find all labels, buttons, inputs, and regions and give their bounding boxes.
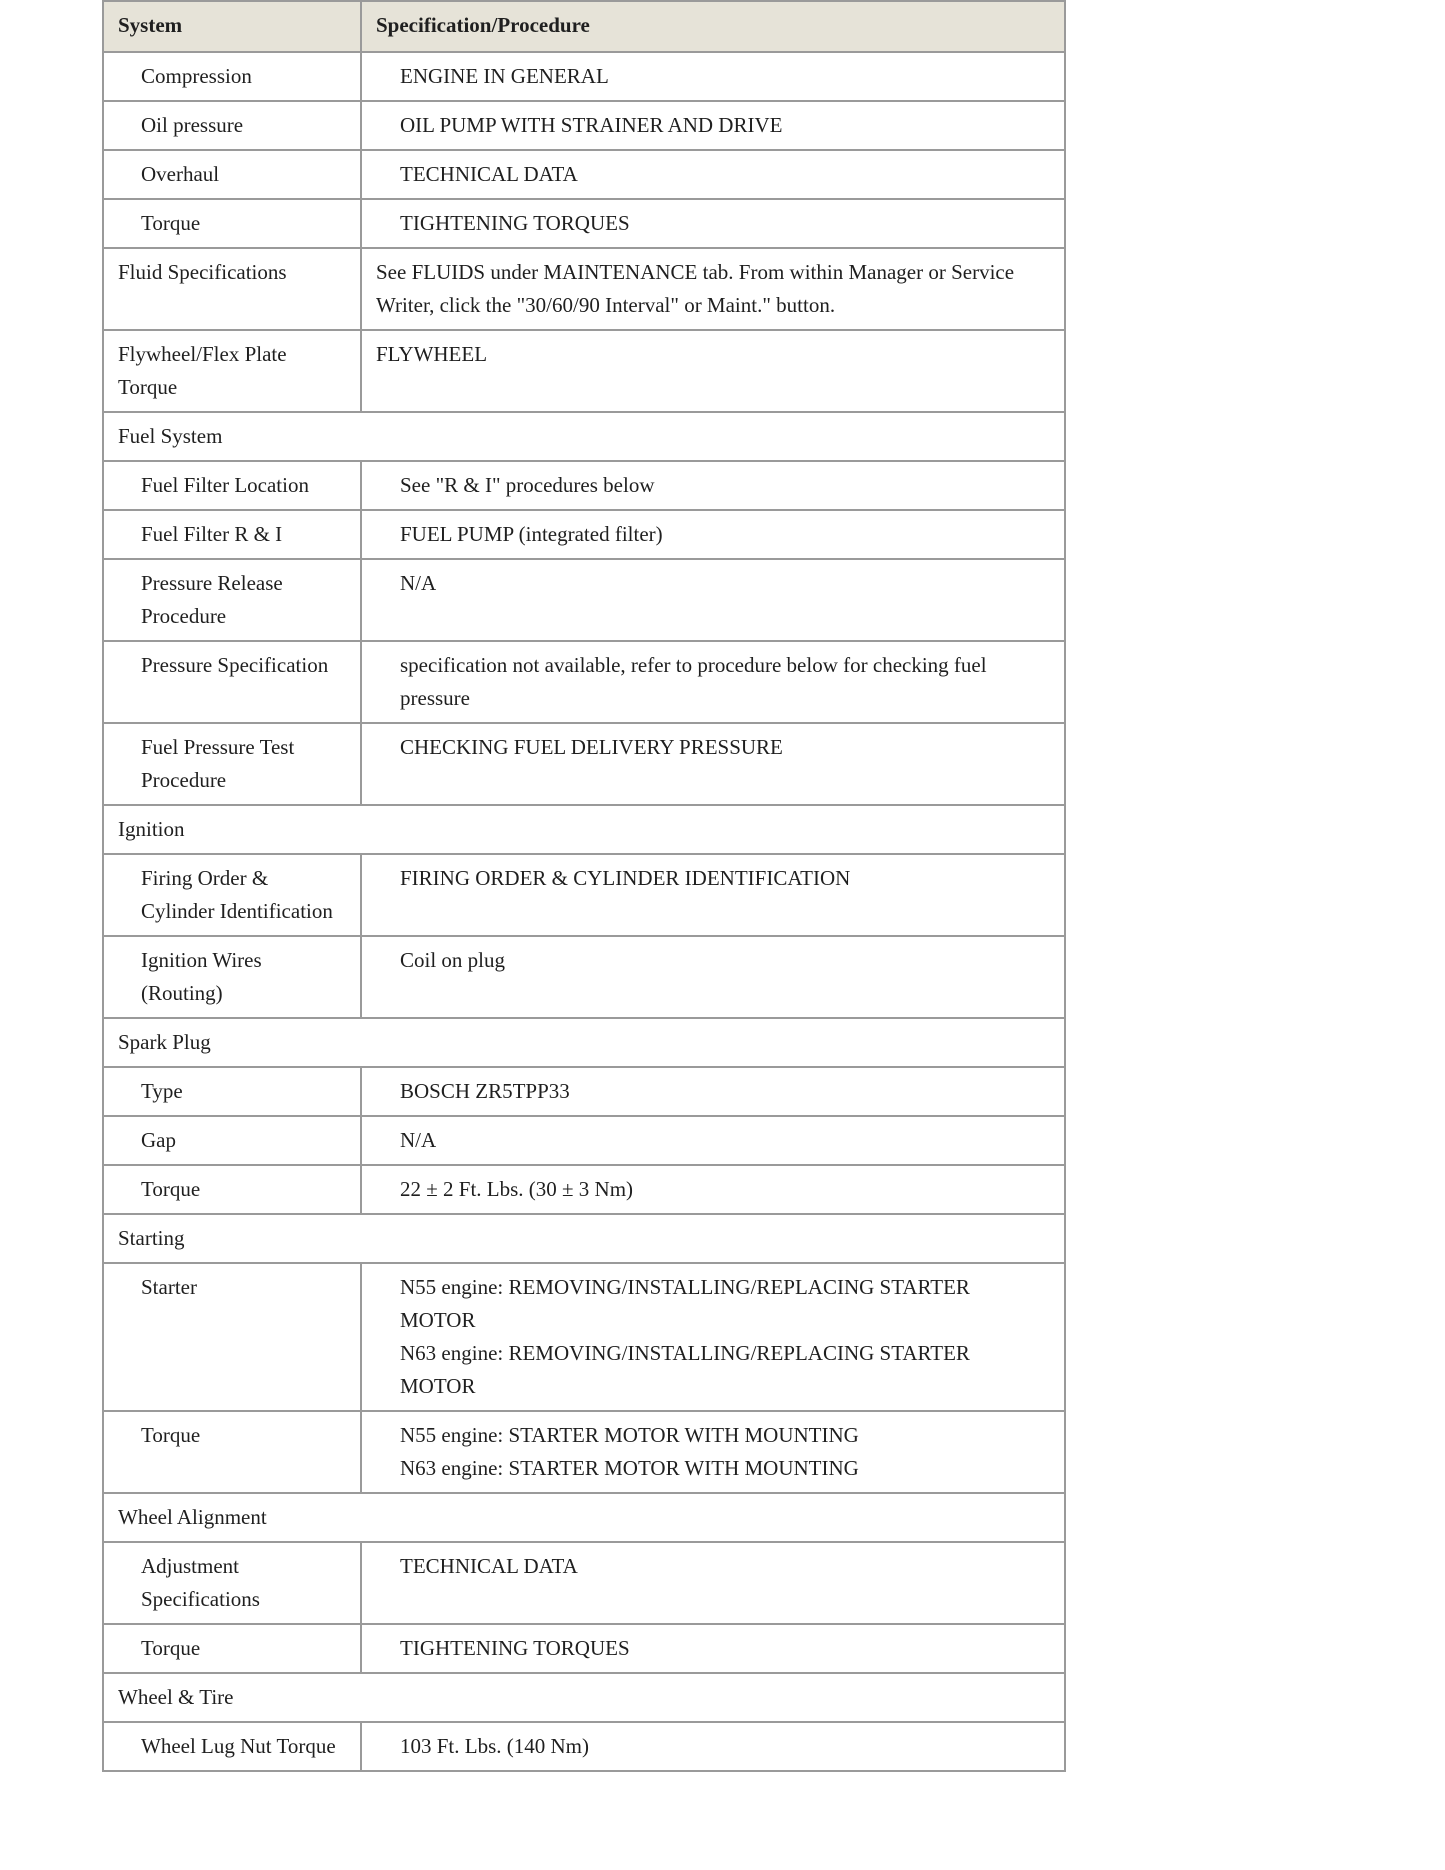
section-row bbox=[103, 805, 1065, 854]
table-row bbox=[103, 641, 1065, 723]
specification-cell bbox=[361, 1263, 1065, 1411]
specification-text: specification not available, refer to procedure below for checking fuel pressure bbox=[400, 653, 987, 710]
specification-cell bbox=[361, 1542, 1065, 1624]
section-row bbox=[103, 1493, 1065, 1542]
table-row bbox=[103, 101, 1065, 150]
section-row bbox=[103, 1018, 1065, 1067]
system-cell: Overhaul bbox=[103, 150, 361, 199]
section-label: Wheel & Tire bbox=[103, 1673, 1065, 1722]
specification-cell bbox=[361, 559, 1065, 641]
table-row bbox=[103, 1263, 1065, 1411]
table-row bbox=[103, 559, 1065, 641]
table-row bbox=[103, 1411, 1065, 1493]
table-row bbox=[103, 248, 1065, 330]
specification-cell bbox=[361, 1411, 1065, 1493]
specification-text: N55 engine: STARTER MOTOR WITH MOUNTING bbox=[400, 1423, 859, 1447]
system-cell: Torque bbox=[103, 199, 361, 248]
column-header-system: System bbox=[103, 1, 361, 52]
specification-text: TIGHTENING TORQUES bbox=[400, 1636, 630, 1660]
system-cell: Fuel Pressure Test Procedure bbox=[103, 723, 361, 805]
specification-cell bbox=[361, 199, 1065, 248]
system-cell: Pressure Specification bbox=[103, 641, 361, 723]
table-row bbox=[103, 330, 1065, 412]
specification-cell bbox=[361, 461, 1065, 510]
system-cell: Firing Order & Cylinder Identification bbox=[103, 854, 361, 936]
specification-cell bbox=[361, 101, 1065, 150]
specification-text: N/A bbox=[400, 571, 437, 595]
system-cell: Flywheel/Flex Plate Torque bbox=[103, 330, 361, 412]
specification-text: N63 engine: REMOVING/INSTALLING/REPLACING STARTER MOTOR bbox=[400, 1341, 970, 1398]
specification-cell bbox=[361, 723, 1065, 805]
specification-cell bbox=[361, 854, 1065, 936]
table-row bbox=[103, 723, 1065, 805]
spec-table bbox=[102, 0, 1066, 1772]
specification-text: See FLUIDS under MAINTENANCE tab. From within Manager or Service Writer, click the "30/60/90 Interval" or Maint." button. bbox=[376, 260, 1015, 317]
specification-text: FIRING ORDER & CYLINDER IDENTIFICATION bbox=[400, 866, 851, 890]
specification-cell bbox=[361, 510, 1065, 559]
section-label: Ignition bbox=[103, 805, 1065, 854]
specification-cell bbox=[361, 52, 1065, 101]
system-cell: Adjustment Specifications bbox=[103, 1542, 361, 1624]
specification-text: FLYWHEEL bbox=[376, 342, 488, 366]
specification-text: TIGHTENING TORQUES bbox=[400, 211, 630, 235]
specification-text: N/A bbox=[400, 1128, 437, 1152]
system-cell: Wheel Lug Nut Torque bbox=[103, 1722, 361, 1771]
table-body bbox=[103, 52, 1065, 1771]
specification-cell bbox=[361, 1067, 1065, 1116]
system-cell: Torque bbox=[103, 1411, 361, 1493]
table-row bbox=[103, 1542, 1065, 1624]
specification-text: N63 engine: STARTER MOTOR WITH MOUNTING bbox=[400, 1456, 859, 1480]
system-cell: Gap bbox=[103, 1116, 361, 1165]
table-row bbox=[103, 1067, 1065, 1116]
table-row bbox=[103, 510, 1065, 559]
table-row bbox=[103, 854, 1065, 936]
specification-text: ENGINE IN GENERAL bbox=[400, 64, 609, 88]
table-row bbox=[103, 936, 1065, 1018]
specification-text: BOSCH ZR5TPP33 bbox=[400, 1079, 570, 1103]
table-row bbox=[103, 1165, 1065, 1214]
system-cell: Torque bbox=[103, 1624, 361, 1673]
section-row bbox=[103, 412, 1065, 461]
specification-cell bbox=[361, 1722, 1065, 1771]
section-row bbox=[103, 1673, 1065, 1722]
specification-cell bbox=[361, 1165, 1065, 1214]
specification-text: See "R & I" procedures below bbox=[400, 473, 655, 497]
system-cell: Compression bbox=[103, 52, 361, 101]
system-cell: Torque bbox=[103, 1165, 361, 1214]
system-cell: Pressure Release Procedure bbox=[103, 559, 361, 641]
specification-cell bbox=[361, 936, 1065, 1018]
section-label: Fuel System bbox=[103, 412, 1065, 461]
specification-text: FUEL PUMP (integrated filter) bbox=[400, 522, 663, 546]
table-row bbox=[103, 461, 1065, 510]
specification-text: CHECKING FUEL DELIVERY PRESSURE bbox=[400, 735, 783, 759]
specification-cell bbox=[361, 1624, 1065, 1673]
table-row bbox=[103, 199, 1065, 248]
system-cell: Type bbox=[103, 1067, 361, 1116]
section-label: Starting bbox=[103, 1214, 1065, 1263]
system-cell: Ignition Wires (Routing) bbox=[103, 936, 361, 1018]
column-header-specification: Specification/Procedure bbox=[361, 1, 1065, 52]
specification-cell bbox=[361, 150, 1065, 199]
table-row bbox=[103, 52, 1065, 101]
system-cell: Fuel Filter R & I bbox=[103, 510, 361, 559]
specification-text: TECHNICAL DATA bbox=[400, 1554, 578, 1578]
specification-text: TECHNICAL DATA bbox=[400, 162, 578, 186]
section-label: Wheel Alignment bbox=[103, 1493, 1065, 1542]
table-row bbox=[103, 1116, 1065, 1165]
specification-cell bbox=[361, 248, 1065, 330]
section-row bbox=[103, 1214, 1065, 1263]
system-cell: Fuel Filter Location bbox=[103, 461, 361, 510]
section-label: Spark Plug bbox=[103, 1018, 1065, 1067]
specification-cell bbox=[361, 641, 1065, 723]
specification-cell bbox=[361, 330, 1065, 412]
system-cell: Fluid Specifications bbox=[103, 248, 361, 330]
table-row bbox=[103, 1722, 1065, 1771]
system-cell: Starter bbox=[103, 1263, 361, 1411]
specification-text: 103 Ft. Lbs. (140 Nm) bbox=[400, 1734, 589, 1758]
system-cell: Oil pressure bbox=[103, 101, 361, 150]
specification-text: N55 engine: REMOVING/INSTALLING/REPLACING STARTER MOTOR bbox=[400, 1275, 970, 1332]
table-row bbox=[103, 1624, 1065, 1673]
table-header-row bbox=[103, 1, 1065, 52]
specification-text: Coil on plug bbox=[400, 948, 506, 972]
specification-text: 22 ± 2 Ft. Lbs. (30 ± 3 Nm) bbox=[400, 1177, 634, 1201]
specification-cell bbox=[361, 1116, 1065, 1165]
specification-text: OIL PUMP WITH STRAINER AND DRIVE bbox=[400, 113, 783, 137]
table-row bbox=[103, 150, 1065, 199]
